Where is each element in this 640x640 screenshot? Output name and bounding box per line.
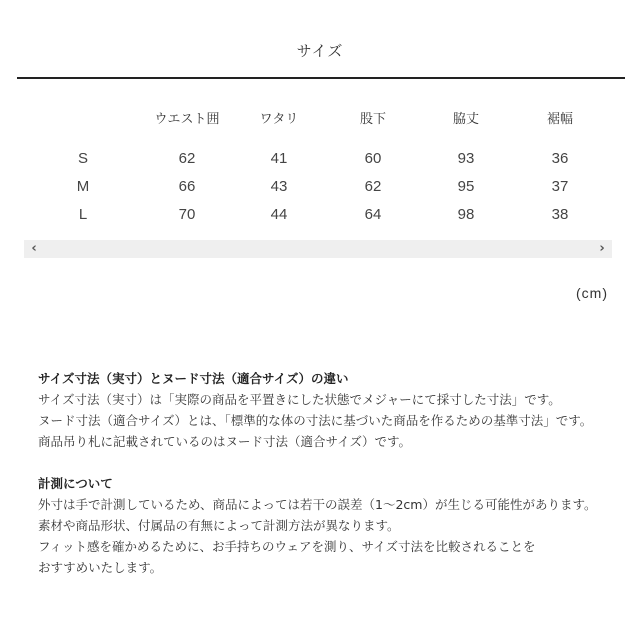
size-label: L (78, 206, 88, 223)
notes-heading-measurement: 計測について (38, 476, 113, 491)
table-header-row (24, 108, 612, 128)
notes-spacer (38, 452, 628, 473)
table-cell: 98 (457, 206, 475, 223)
size-label: S (77, 150, 88, 167)
table-cell: 60 (364, 150, 382, 167)
table-row (24, 206, 612, 226)
unit-label: (cm) (576, 285, 608, 301)
notes-line: ヌード寸法（適合サイズ）とは、「標準的な体の寸法に基づいた商品を作るための基準寸法」です。 (38, 413, 593, 428)
table-cell: 66 (178, 178, 196, 195)
size-label: M (76, 178, 90, 195)
notes-heading-size-difference: サイズ寸法（実寸）とヌード寸法（適合サイズ）の違い (38, 371, 349, 386)
header-cell-hem-width: 裾幅 (546, 112, 573, 127)
table-cell: 43 (270, 178, 288, 195)
table-cell: 62 (178, 150, 196, 167)
notes-line: 外寸は手で計測しているため、商品によっては若干の誤差（1〜2cm）が生じる可能性があります。 (38, 497, 597, 512)
table-row (24, 150, 612, 170)
chevron-right-icon[interactable]: › (599, 241, 605, 256)
table-row (24, 178, 612, 198)
horizontal-scrollbar[interactable] (24, 240, 612, 258)
size-notes (38, 368, 628, 578)
table-cell: 95 (457, 178, 475, 195)
notes-line: おすすめいたします。 (38, 560, 163, 575)
table-cell: 64 (364, 206, 382, 223)
table-cell: 44 (270, 206, 288, 223)
header-cell-waist: ウエスト囲 (154, 112, 220, 127)
title-divider (17, 77, 625, 79)
table-cell: 41 (270, 150, 288, 167)
header-cell-thigh: ワタリ (259, 112, 299, 127)
notes-line: サイズ寸法（実寸）は「実際の商品を平置きにした状態でメジャーにて採寸した寸法」です。 (38, 392, 561, 407)
header-cell-outseam: 脇丈 (452, 112, 479, 127)
table-cell: 37 (551, 178, 569, 195)
table-cell: 62 (364, 178, 382, 195)
table-cell: 93 (457, 150, 475, 167)
table-cell: 38 (551, 206, 569, 223)
table-cell: 36 (551, 150, 569, 167)
page-title: サイズ (296, 42, 344, 60)
chevron-left-icon[interactable]: ‹ (31, 241, 37, 256)
notes-line: フィット感を確かめるために、お手持ちのウェアを測り、サイズ寸法を比較されることを (38, 539, 536, 554)
notes-line: 素材や商品形状、付属品の有無によって計測方法が異なります。 (38, 518, 400, 533)
notes-line: 商品吊り札に記載されているのはヌード寸法（適合サイズ）です。 (38, 434, 412, 449)
table-cell: 70 (178, 206, 196, 223)
header-cell-inseam: 股下 (359, 112, 386, 127)
